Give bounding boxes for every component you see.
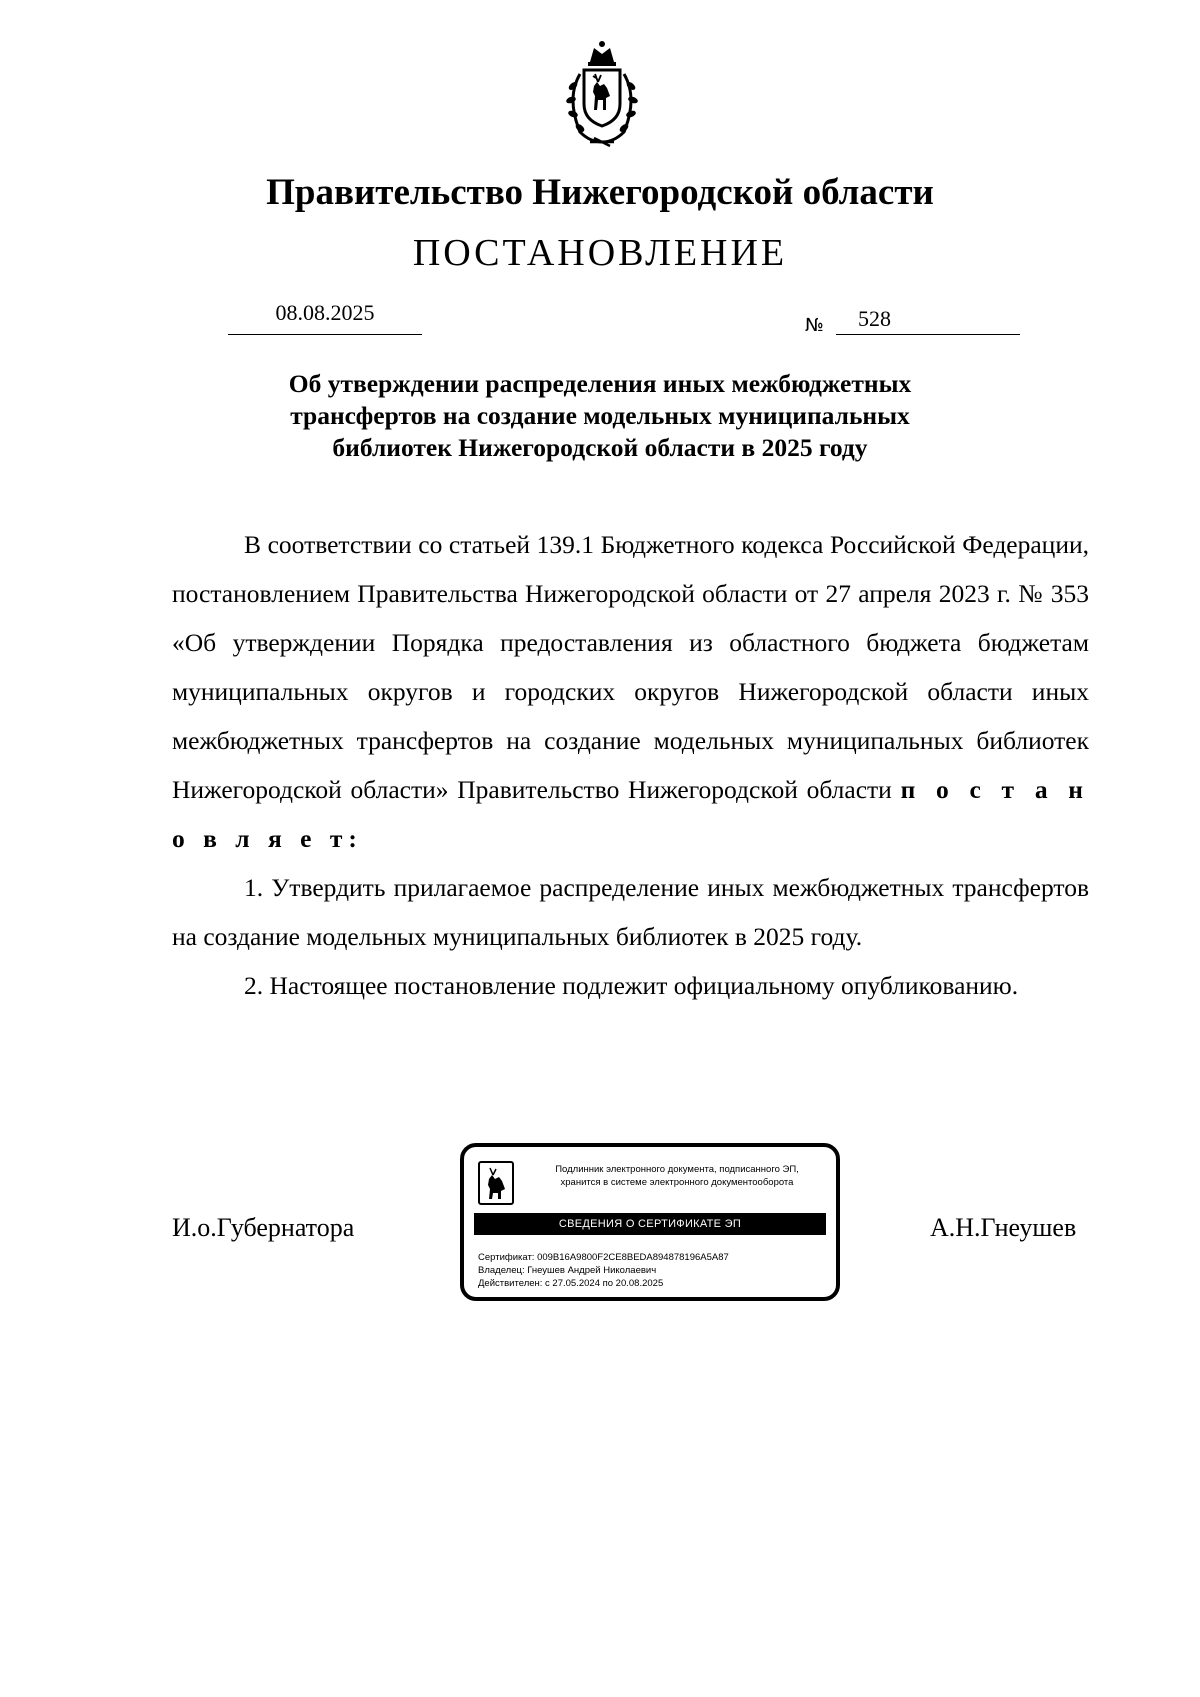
certificate-validity: Действителен: с 27.05.2024 по 20.08.2025 xyxy=(478,1278,664,1289)
number-value: 528 xyxy=(858,306,891,331)
document-type: ПОСТАНОВЛЕНИЕ xyxy=(412,232,788,274)
coat-of-arms-icon xyxy=(560,38,644,150)
deer-emblem-icon xyxy=(478,1161,514,1205)
document-subject xyxy=(200,368,1000,464)
document-body xyxy=(172,520,1089,1010)
document-date xyxy=(228,300,422,335)
subject-line: трансфертов на создание модельных муниципальных xyxy=(290,401,910,430)
subject-line: библиотек Нижегородской области в 2025 году xyxy=(332,433,868,462)
item-2: 2. Настоящее постановление подлежит официальному опубликованию. xyxy=(244,971,1019,1000)
certificate-header: СВЕДЕНИЯ О СЕРТИФИКАТЕ ЭП xyxy=(474,1213,826,1235)
signatory-position: И.о.Губернатора xyxy=(172,1213,355,1242)
date-value: 08.08.2025 xyxy=(275,300,375,325)
resolves-word: п о с т а н о в л я е т: xyxy=(172,775,1090,853)
certificate-id: Сертификат: 009B16A9800F2CE8BEDA894878196A5A87 xyxy=(478,1252,729,1263)
preamble-text: В соответствии со статьей 139.1 Бюджетного кодекса Российской Федерации, постановлением Правительства Нижегородской области от 27 апреля 2023 г. № 353 «Об утверждении Порядка предоставления из областного бюджета бюджетам муниципальных округов и городских округов Нижегородской области иных межбюджетных трансфертов на создание модельных муниципальных библиотек Нижегородской области» Правительство Нижегородской области xyxy=(172,530,1089,804)
government-title: Правительство Нижегородской области xyxy=(266,172,934,213)
certificate-details xyxy=(478,1251,729,1290)
number-sign: № xyxy=(805,315,824,336)
signatory-name: А.Н.Гнеушев xyxy=(930,1213,1077,1242)
subject-line: Об утверждении распределения иных межбюджетных xyxy=(288,369,912,398)
document-number xyxy=(836,306,1020,335)
stamp-note xyxy=(528,1163,826,1189)
stamp-note-line: Подлинник электронного документа, подписанного ЭП, xyxy=(555,1164,799,1175)
item-1: 1. Утвердить прилагаемое распределение иных межбюджетных трансфертов на создание модельных муниципальных библиотек в 2025 году. xyxy=(172,873,1089,951)
preamble-paragraph xyxy=(172,520,1089,863)
electronic-signature-stamp xyxy=(460,1143,840,1301)
certificate-owner: Владелец: Гнеушев Андрей Николаевич xyxy=(478,1265,657,1276)
stamp-note-line: хранится в системе электронного документооборота xyxy=(560,1177,794,1188)
